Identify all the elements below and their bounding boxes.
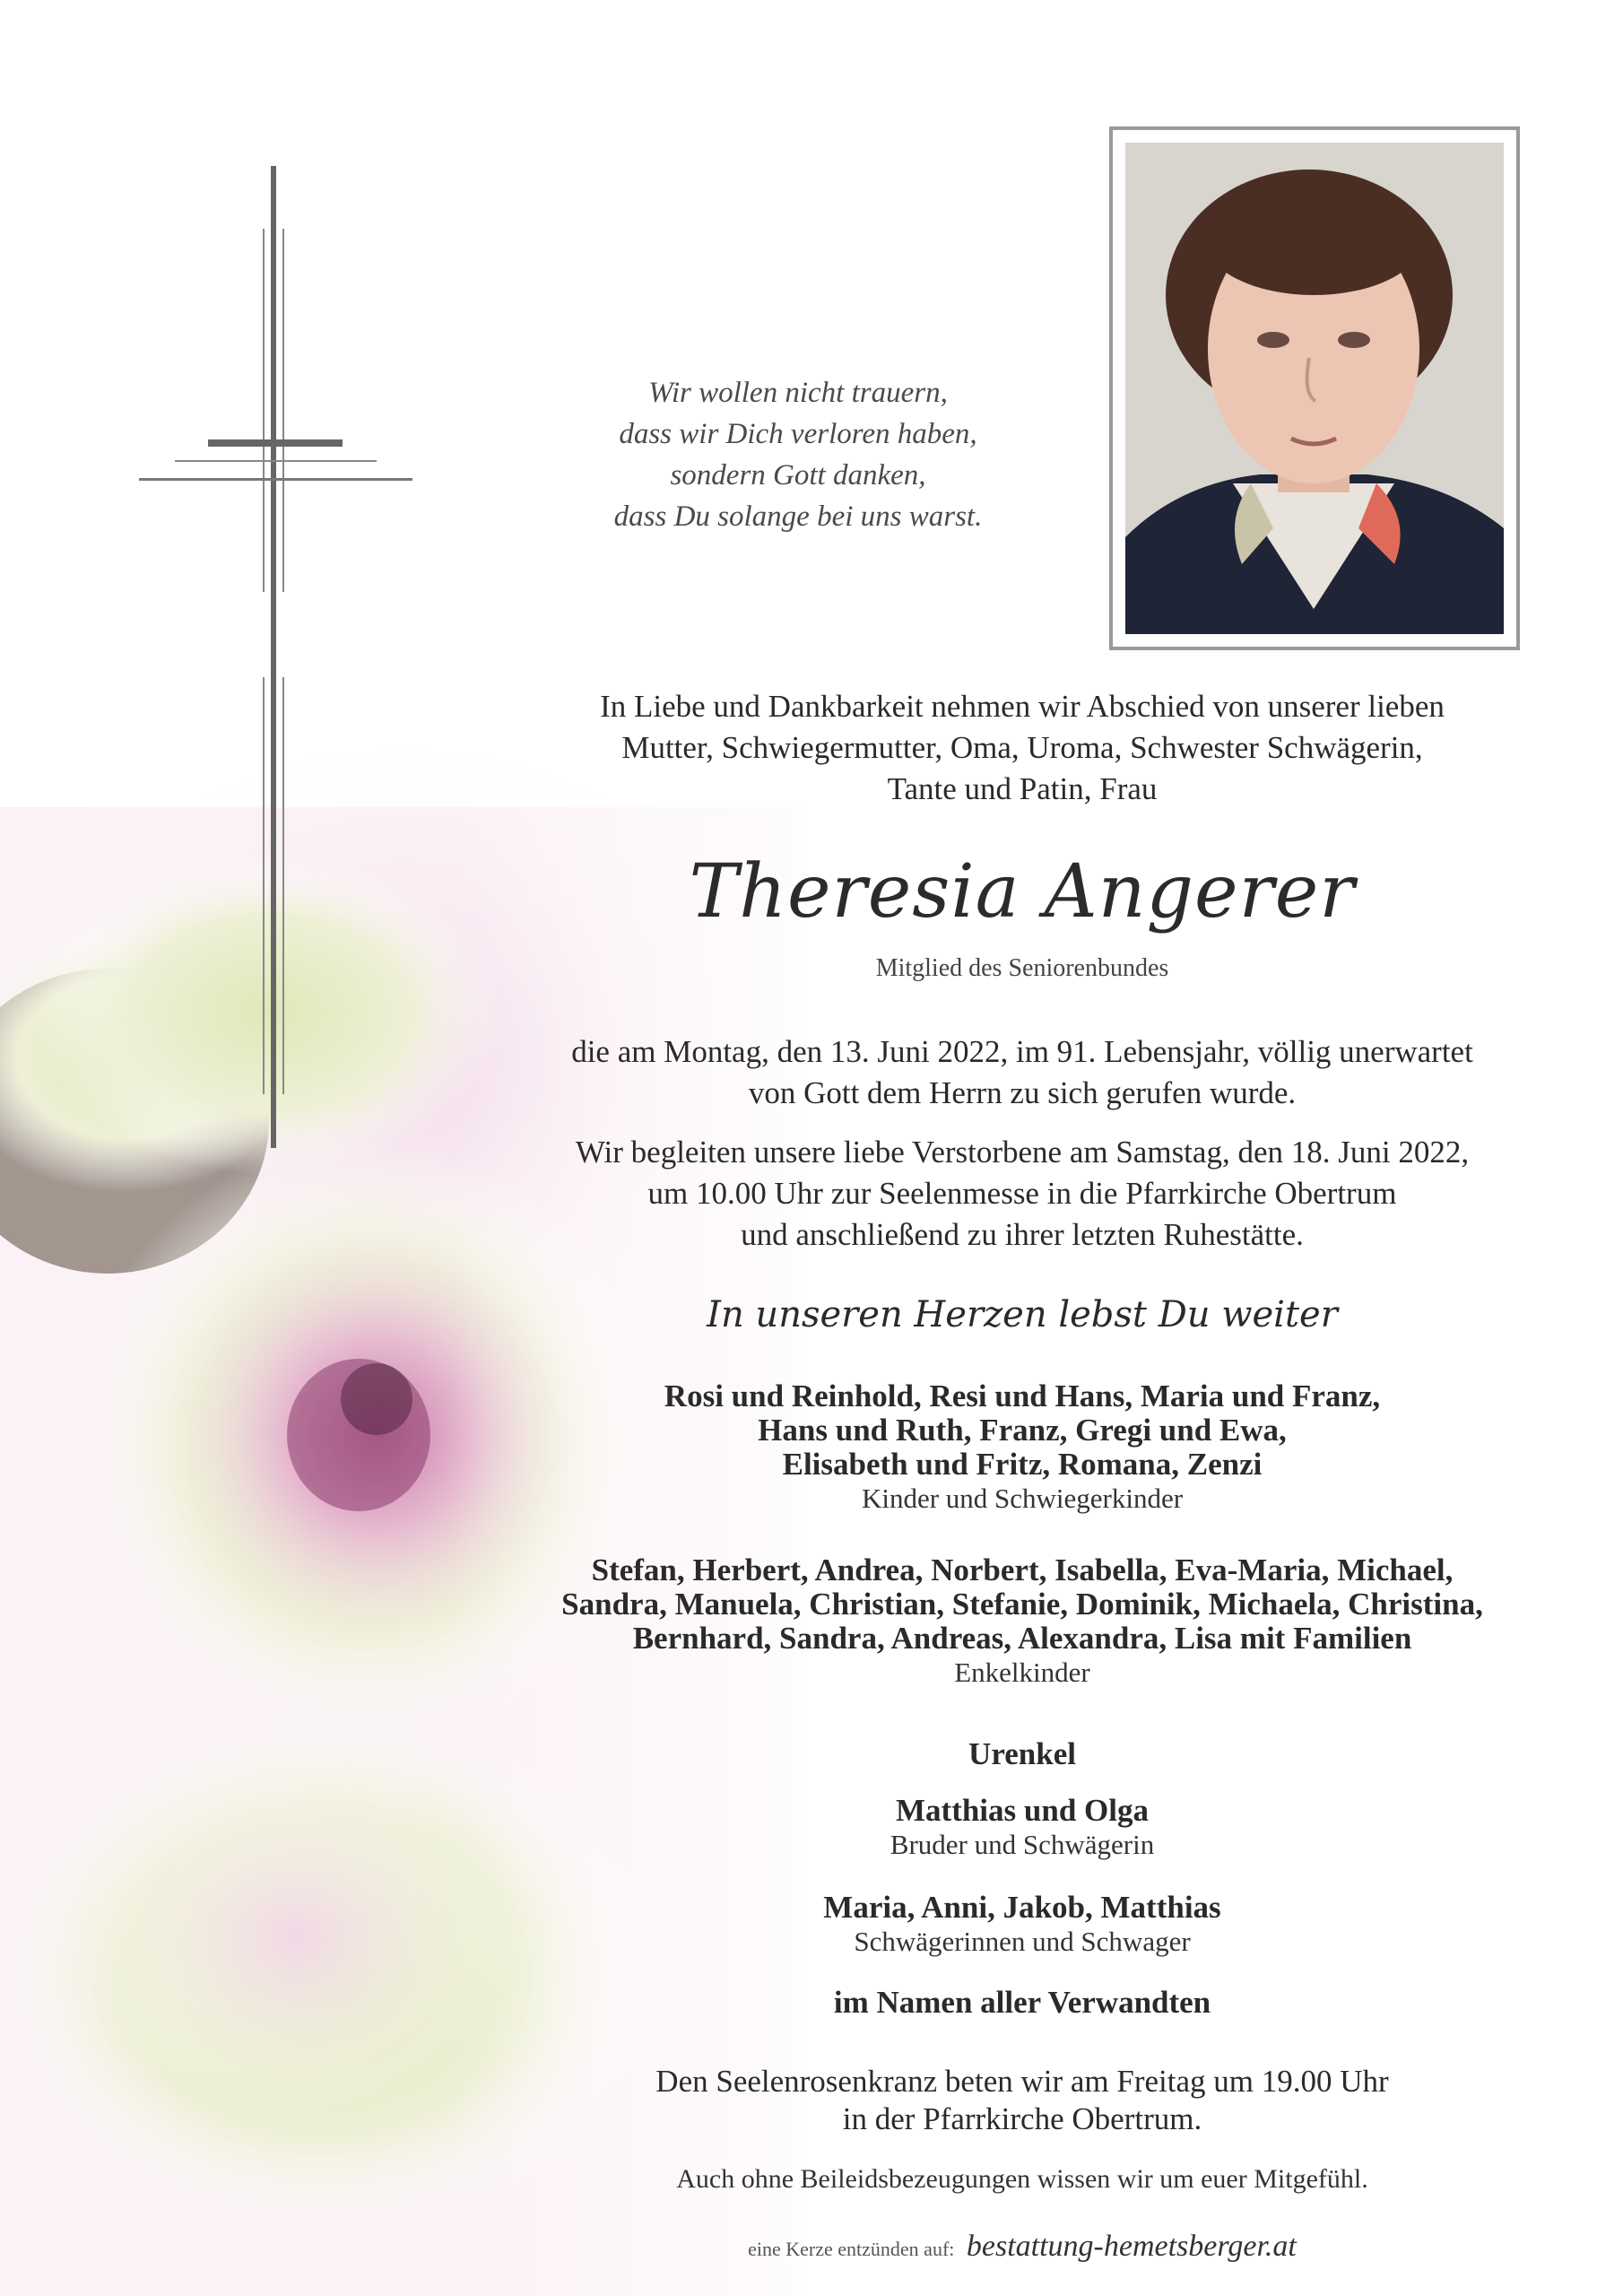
rosary-line: in der Pfarrkirche Obertrum. — [842, 2101, 1202, 2136]
quote-line: dass Du solange bei uns warst. — [613, 500, 983, 533]
children-relation: Kinder und Schwiegerkinder — [861, 1483, 1184, 1514]
death-line: von Gott dem Herrn zu sich gerufen wurde. — [748, 1075, 1297, 1110]
in-laws-names: Maria, Anni, Jakob, Matthias — [823, 1890, 1221, 1925]
portrait-frame — [1109, 126, 1520, 650]
intro-line: In Liebe und Dankbarkeit nehmen wir Abschied von unserer lieben — [600, 689, 1445, 724]
funeral-info — [502, 1132, 1542, 1256]
grandchildren-names: Sandra, Manuela, Christian, Stefanie, Dominik, Michaela, Christina, — [561, 1587, 1483, 1622]
funeral-line: und anschließend zu ihrer letzten Ruhestätte. — [741, 1217, 1304, 1252]
death-notice — [502, 1031, 1542, 1114]
membership-note: Mitglied des Seniorenbundes — [875, 954, 1169, 982]
children-names: Hans und Ruth, Franz, Gregi und Ewa, — [758, 1413, 1287, 1448]
quote-line: Wir wollen nicht trauern, — [648, 377, 948, 409]
brother-group — [502, 1794, 1542, 1862]
great-grandchildren-label: Urenkel — [968, 1736, 1076, 1771]
footer — [502, 2229, 1542, 2267]
grandchildren-names: Bernhard, Sandra, Andreas, Alexandra, Lisa mit Familien — [632, 1621, 1412, 1656]
grandchildren-names: Stefan, Herbert, Andrea, Norbert, Isabella, Eva-Maria, Michael, — [591, 1552, 1454, 1587]
motto: In unseren Herzen lebst Du weiter — [707, 1294, 1338, 1335]
all-relatives-label: im Namen aller Verwandten — [833, 1985, 1211, 2020]
death-line: die am Montag, den 13. Juni 2022, im 91. Lebensjahr, völlig unerwartet — [571, 1034, 1473, 1069]
intro-line: Mutter, Schwiegermutter, Oma, Uroma, Schwester Schwägerin, — [621, 730, 1423, 765]
intro-text — [502, 686, 1542, 810]
footer-prefix: eine Kerze entzünden auf: — [748, 2238, 955, 2260]
memorial-quote — [502, 372, 1094, 537]
brother-relation: Bruder und Schwägerin — [890, 1829, 1155, 1860]
deceased-name: Theresia Angerer — [689, 849, 1356, 935]
children-names: Elisabeth und Fritz, Romana, Zenzi — [782, 1447, 1263, 1482]
children-names: Rosi und Reinhold, Resi und Hans, Maria und Franz, — [664, 1378, 1381, 1413]
in-laws-group — [502, 1891, 1542, 1959]
quote-line: dass wir Dich verloren haben, — [619, 418, 977, 450]
funeral-line: Wir begleiten unsere liebe Verstorbene am Samstag, den 18. Juni 2022, — [575, 1135, 1470, 1170]
in-laws-relation: Schwägerinnen und Schwager — [854, 1926, 1191, 1957]
rosary-info — [502, 2063, 1542, 2138]
website-link[interactable]: bestattung-hemetsberger.at — [966, 2230, 1297, 2263]
thanks-note: Auch ohne Beileidsbezeugungen wissen wir um euer Mitgefühl. — [676, 2164, 1368, 2194]
children-group — [502, 1379, 1542, 1516]
cross-icon — [135, 166, 421, 1148]
grandchildren-relation: Enkelkinder — [954, 1657, 1090, 1688]
funeral-line: um 10.00 Uhr zur Seelenmesse in die Pfarrkirche Obertrum — [647, 1176, 1397, 1211]
brother-names: Matthias und Olga — [896, 1793, 1149, 1828]
grandchildren-group — [502, 1553, 1542, 1690]
quote-line: sondern Gott danken, — [670, 459, 926, 491]
rosary-line: Den Seelenrosenkranz beten wir am Freitag um 19.00 Uhr — [655, 2064, 1389, 2099]
intro-line: Tante und Patin, Frau — [887, 771, 1158, 806]
portrait-photo — [1125, 143, 1504, 634]
